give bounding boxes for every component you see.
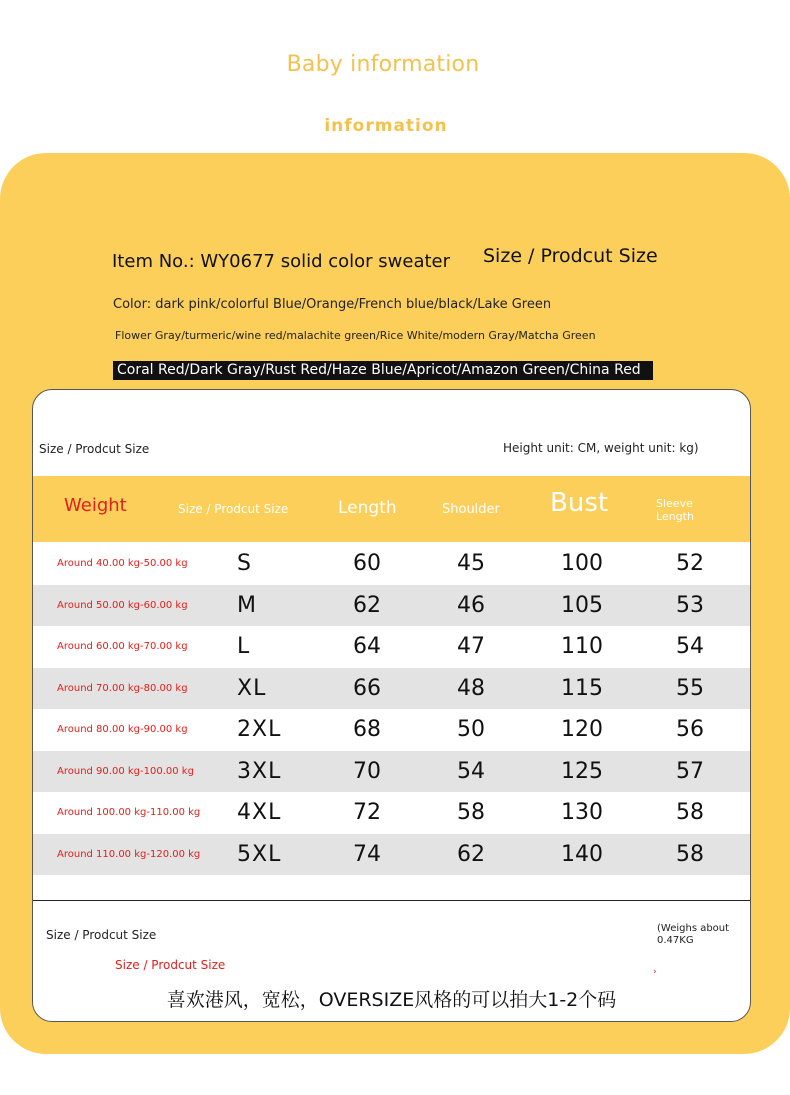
row-weight: Around 80.00 kg-90.00 kg	[57, 724, 188, 735]
table-row	[33, 543, 750, 585]
row-sleeve: 57	[676, 758, 704, 784]
row-sleeve: 52	[676, 551, 704, 576]
row-size: XL	[237, 675, 267, 701]
header-length: Length	[338, 498, 397, 518]
row-sleeve: 53	[676, 592, 704, 618]
row-size: L	[237, 634, 251, 659]
table-row	[33, 668, 750, 710]
row-shoulder: 48	[457, 675, 485, 701]
divider	[33, 900, 750, 901]
row-bust: 130	[561, 800, 603, 825]
row-weight: Around 60.00 kg-70.00 kg	[57, 641, 188, 652]
row-bust: 120	[561, 717, 603, 742]
row-bust: 115	[561, 675, 603, 701]
row-shoulder: 62	[457, 841, 485, 867]
row-bust: 140	[561, 841, 603, 867]
colors-line-2: Flower Gray/turmeric/wine red/malachite green/Rice White/modern Gray/Matcha Green	[115, 329, 596, 342]
header-sleeve: Sleeve Length	[656, 497, 694, 523]
row-bust: 110	[561, 634, 603, 659]
footer-size-label: Size / Prodcut Size	[46, 928, 157, 942]
table-row	[33, 834, 750, 876]
header-bust: Bust	[550, 488, 609, 518]
colors-line-1: Color: dark pink/colorful Blue/Orange/French blue/black/Lake Green	[113, 297, 552, 312]
size-table-card	[32, 389, 751, 1022]
table-row	[33, 751, 750, 793]
footer-mark: ›	[653, 967, 657, 977]
item-number: Item No.: WY0677 solid color sweater	[112, 251, 451, 272]
row-shoulder: 50	[457, 717, 485, 742]
row-weight: Around 40.00 kg-50.00 kg	[57, 558, 188, 569]
header-shoulder: Shoulder	[442, 502, 500, 517]
row-length: 64	[353, 634, 381, 659]
size-advice: 喜欢港风，宽松，OVERSIZE风格的可以拍大1-2个码	[166, 989, 617, 1011]
table-size-label: Size / Prodcut Size	[39, 442, 150, 456]
row-size: M	[237, 592, 257, 618]
table-row	[33, 585, 750, 627]
row-sleeve: 56	[676, 717, 704, 742]
row-sleeve: 58	[676, 841, 704, 867]
row-size: 2XL	[237, 717, 282, 742]
row-shoulder: 54	[457, 758, 485, 784]
row-length: 66	[353, 675, 381, 701]
row-sleeve: 54	[676, 634, 704, 659]
header-size: Size / Prodcut Size	[178, 502, 289, 516]
table-row	[33, 792, 750, 834]
weight-note: (Weighs about 0.47KG	[657, 923, 730, 946]
row-length: 72	[353, 800, 381, 825]
colors-line-3: Coral Red/Dark Gray/Rust Red/Haze Blue/Apricot/Amazon Green/China Red	[113, 361, 653, 380]
table-row	[33, 709, 750, 751]
unit-note: Height unit: CM, weight unit: kg)	[503, 441, 699, 455]
row-weight: Around 50.00 kg-60.00 kg	[57, 599, 188, 611]
row-weight: Around 70.00 kg-80.00 kg	[57, 682, 188, 694]
row-size: 5XL	[237, 841, 282, 867]
footer-red-label: Size / Prodcut Size	[115, 958, 226, 972]
page-subtitle: information	[324, 116, 448, 136]
row-weight: Around 90.00 kg-100.00 kg	[57, 765, 194, 777]
header-weight: Weight	[64, 495, 127, 516]
table-row	[33, 626, 750, 668]
row-bust: 105	[561, 592, 603, 618]
row-weight: Around 100.00 kg-110.00 kg	[57, 807, 201, 818]
row-shoulder: 47	[457, 634, 485, 659]
row-sleeve: 55	[676, 675, 704, 701]
row-length: 70	[353, 758, 381, 784]
row-shoulder: 58	[457, 800, 485, 825]
row-length: 60	[353, 551, 381, 576]
row-bust: 100	[561, 551, 603, 576]
row-size: S	[237, 551, 252, 576]
row-bust: 125	[561, 758, 603, 784]
page-title: Baby information	[286, 52, 480, 77]
size-label: Size / Prodcut Size	[483, 245, 658, 267]
row-shoulder: 46	[457, 592, 485, 618]
row-length: 68	[353, 717, 381, 742]
row-weight: Around 110.00 kg-120.00 kg	[57, 848, 201, 860]
row-size: 4XL	[237, 800, 282, 825]
row-length: 62	[353, 592, 381, 618]
row-sleeve: 58	[676, 800, 704, 825]
row-shoulder: 45	[457, 551, 485, 576]
row-length: 74	[353, 841, 381, 867]
row-size: 3XL	[237, 758, 282, 784]
